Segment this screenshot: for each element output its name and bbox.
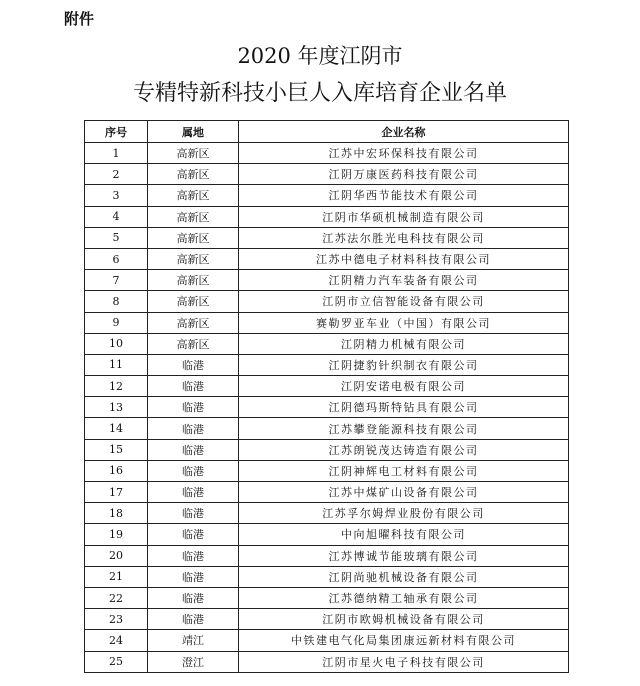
company-name-cell: 中铁建电气化局集团康远新材料有限公司 bbox=[239, 630, 569, 651]
area-cell: 临港 bbox=[148, 482, 239, 503]
company-name-cell: 江阴万康医药科技有限公司 bbox=[239, 164, 569, 185]
company-name-cell: 江阴捷豹针织制衣有限公司 bbox=[239, 354, 569, 375]
header-serial-number: 序号 bbox=[85, 121, 148, 143]
serial-number-cell: 13 bbox=[85, 397, 148, 418]
serial-number-cell: 9 bbox=[85, 312, 148, 333]
table-row bbox=[85, 651, 569, 672]
company-list-table bbox=[84, 120, 569, 673]
area-cell: 高新区 bbox=[148, 333, 239, 354]
area-cell: 临港 bbox=[148, 354, 239, 375]
table-row bbox=[85, 482, 569, 503]
serial-number-cell: 24 bbox=[85, 630, 148, 651]
company-name-cell: 江阴市欧姆机械设备有限公司 bbox=[239, 609, 569, 630]
table-row bbox=[85, 206, 569, 227]
company-name-cell: 江阴尚驰机械设备有限公司 bbox=[239, 566, 569, 587]
document-title-line1: 2020 年度江阴市 bbox=[237, 44, 403, 68]
area-cell: 临港 bbox=[148, 439, 239, 460]
company-name-cell: 江苏法尔胜光电科技有限公司 bbox=[239, 227, 569, 248]
company-name-cell: 江阴安诺电极有限公司 bbox=[239, 376, 569, 397]
table-row bbox=[85, 609, 569, 630]
table-row bbox=[85, 376, 569, 397]
table-row bbox=[85, 397, 569, 418]
area-cell: 临港 bbox=[148, 524, 239, 545]
company-name-cell: 江苏攀登能源科技有限公司 bbox=[239, 418, 569, 439]
area-cell: 高新区 bbox=[148, 185, 239, 206]
table-row bbox=[85, 460, 569, 481]
company-name-cell: 江阴精力机械有限公司 bbox=[239, 333, 569, 354]
area-cell: 临港 bbox=[148, 609, 239, 630]
serial-number-cell: 16 bbox=[85, 460, 148, 481]
serial-number-cell: 18 bbox=[85, 503, 148, 524]
table-row bbox=[85, 291, 569, 312]
table-header-row bbox=[85, 121, 569, 143]
area-cell: 高新区 bbox=[148, 312, 239, 333]
serial-number-cell: 11 bbox=[85, 354, 148, 375]
table-row bbox=[85, 566, 569, 587]
serial-number-cell: 23 bbox=[85, 609, 148, 630]
area-cell: 靖江 bbox=[148, 630, 239, 651]
company-name-cell: 江阴神辉电工材料有限公司 bbox=[239, 460, 569, 481]
area-cell: 澄江 bbox=[148, 651, 239, 672]
area-cell: 临港 bbox=[148, 397, 239, 418]
company-name-cell: 江苏中宏环保科技有限公司 bbox=[239, 143, 569, 164]
table-row bbox=[85, 545, 569, 566]
company-name-cell: 江苏德纳精工轴承有限公司 bbox=[239, 587, 569, 608]
serial-number-cell: 12 bbox=[85, 376, 148, 397]
serial-number-cell: 22 bbox=[85, 587, 148, 608]
serial-number-cell: 8 bbox=[85, 291, 148, 312]
area-cell: 高新区 bbox=[148, 143, 239, 164]
serial-number-cell: 4 bbox=[85, 206, 148, 227]
company-name-cell: 江苏中煤矿山设备有限公司 bbox=[239, 482, 569, 503]
serial-number-cell: 21 bbox=[85, 566, 148, 587]
company-name-cell: 中向旭曜科技有限公司 bbox=[239, 524, 569, 545]
area-cell: 临港 bbox=[148, 460, 239, 481]
table-row bbox=[85, 227, 569, 248]
table-row bbox=[85, 630, 569, 651]
serial-number-cell: 19 bbox=[85, 524, 148, 545]
company-name-cell: 江苏博诚节能玻璃有限公司 bbox=[239, 545, 569, 566]
company-name-cell: 赛勒罗亚车业（中国）有限公司 bbox=[239, 312, 569, 333]
table-row bbox=[85, 587, 569, 608]
company-name-cell: 江阴德玛斯特钻具有限公司 bbox=[239, 397, 569, 418]
area-cell: 临港 bbox=[148, 503, 239, 524]
area-cell: 临港 bbox=[148, 418, 239, 439]
serial-number-cell: 25 bbox=[85, 651, 148, 672]
serial-number-cell: 15 bbox=[85, 439, 148, 460]
area-cell: 高新区 bbox=[148, 248, 239, 269]
area-cell: 临港 bbox=[148, 545, 239, 566]
area-cell: 高新区 bbox=[148, 291, 239, 312]
serial-number-cell: 10 bbox=[85, 333, 148, 354]
table-row bbox=[85, 270, 569, 291]
area-cell: 临港 bbox=[148, 587, 239, 608]
serial-number-cell: 2 bbox=[85, 164, 148, 185]
area-cell: 高新区 bbox=[148, 164, 239, 185]
serial-number-cell: 3 bbox=[85, 185, 148, 206]
area-cell: 临港 bbox=[148, 376, 239, 397]
table-row bbox=[85, 312, 569, 333]
table-row bbox=[85, 333, 569, 354]
table-row bbox=[85, 418, 569, 439]
serial-number-cell: 1 bbox=[85, 143, 148, 164]
table-row bbox=[85, 143, 569, 164]
serial-number-cell: 20 bbox=[85, 545, 148, 566]
table-row bbox=[85, 185, 569, 206]
serial-number-cell: 17 bbox=[85, 482, 148, 503]
table-row bbox=[85, 524, 569, 545]
area-cell: 高新区 bbox=[148, 227, 239, 248]
area-cell: 临港 bbox=[148, 566, 239, 587]
company-name-cell: 江阴市华硕机械制造有限公司 bbox=[239, 206, 569, 227]
area-cell: 高新区 bbox=[148, 206, 239, 227]
header-area: 属地 bbox=[148, 121, 239, 143]
attachment-label: 附件 bbox=[64, 10, 95, 28]
table-row bbox=[85, 164, 569, 185]
serial-number-cell: 14 bbox=[85, 418, 148, 439]
company-name-cell: 江阴精力汽车装备有限公司 bbox=[239, 270, 569, 291]
area-cell: 高新区 bbox=[148, 270, 239, 291]
table-row bbox=[85, 503, 569, 524]
document-title-line2: 专精特新科技小巨人入库培育企业名单 bbox=[132, 81, 507, 106]
company-name-cell: 江苏朗锐茂达铸造有限公司 bbox=[239, 439, 569, 460]
header-company-name: 企业名称 bbox=[239, 121, 569, 143]
company-name-cell: 江苏孚尔姆焊业股份有限公司 bbox=[239, 503, 569, 524]
table-row bbox=[85, 248, 569, 269]
serial-number-cell: 6 bbox=[85, 248, 148, 269]
serial-number-cell: 5 bbox=[85, 227, 148, 248]
company-name-cell: 江苏中德电子材料科技有限公司 bbox=[239, 248, 569, 269]
company-name-cell: 江阴市星火电子科技有限公司 bbox=[239, 651, 569, 672]
serial-number-cell: 7 bbox=[85, 270, 148, 291]
table-row bbox=[85, 354, 569, 375]
table-row bbox=[85, 439, 569, 460]
company-name-cell: 江阴华西节能技术有限公司 bbox=[239, 185, 569, 206]
company-name-cell: 江阴市立信智能设备有限公司 bbox=[239, 291, 569, 312]
